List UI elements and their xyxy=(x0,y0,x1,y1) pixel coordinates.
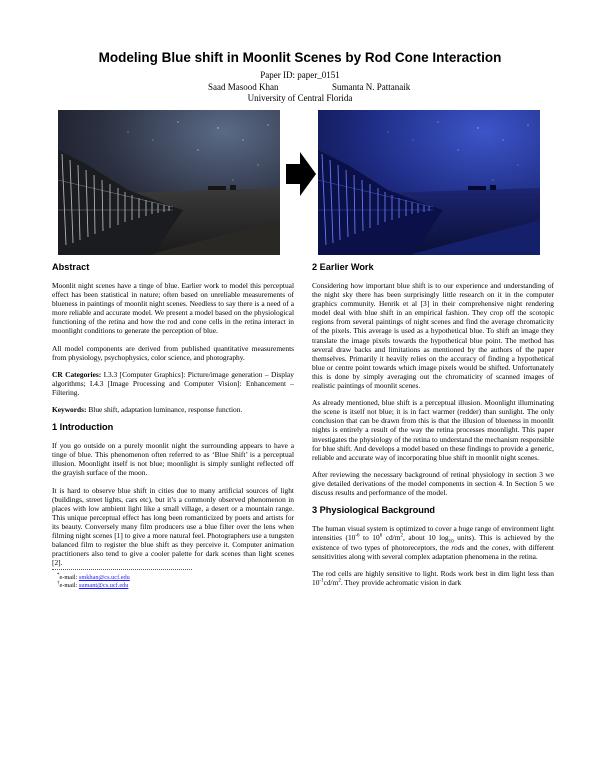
footnote: †e-mail: sumant@cs.ucf.edu xyxy=(57,581,129,590)
keywords xyxy=(52,405,294,414)
right-column xyxy=(312,262,554,595)
blue-shifted-photo xyxy=(318,110,540,255)
abstract-paragraph: Moonlit night scenes have a tinge of blue. Earlier work to model this perceptual effect has been statistical in nature; often based on unreliable measurements of blueness in paintings of moonlit night scenes. Needless to say there is a need of a more reliable and accurate model. We present a model based on the physiological functioning of the retina and how the rod and cone cells in the retina interact in moonlight conditions to generate the perception of blue. xyxy=(52,281,294,336)
abstract-paragraph: All model components are derived from published quantitative measurements from physiology, psychophysics, color science, and photography. xyxy=(52,343,294,362)
earlier-work-paragraph: As already mentioned, blue shift is a perceptual illusion. Moonlight illuminating the scene is itself not blue; it is in fact warmer (redder) than sunlight. The only conclusion that can be drawn from this is that the illusion of blueness in moonlit nights is entirely a result of the way the retina processes moonlight. This paper investigates the physiology of the retina to understand the mechanism responsible for blue shift. And develops a model based on these findings to provide a generic, reliable and accurate way of incorporating blue shift in moonlit night scenes. xyxy=(312,398,554,462)
keywords-text: Blue shift, adaptation luminance, response function. xyxy=(88,405,243,415)
keywords-label: Keywords: xyxy=(52,405,87,415)
earlier-work-paragraph: Considering how important blue shift is to our experience and understanding of the night sky there has been surprisingly little research on it in the computer graphics community. Henrik et al [3] in their comprehensive night rendering model deal with blue shift in an empirical fashion. They crop off the scotopic regions from several paintings of night scenes and find the average chromaticity of the pixels. This average is used as a hypothetical blue. To shift an image they translate the image pixels towards the hypothetical blue point. The method has several draw backs and limitations as mentioned by the authors of the paper themselves. Primarily it heavily relies on the accuracy of finding a hypothetical blue or centre point towards which image pixels would be shifted. Unfortunately this is done by simply averaging out the chromaticity of scanned images of realistic paintings of moonlit scenes. xyxy=(312,281,554,391)
intro-heading: 1 Introduction xyxy=(52,422,114,433)
paper-title: Modeling Blue shift in Moonlit Scenes by Rod Cone Interaction xyxy=(98,50,502,65)
earlier-work-heading: 2 Earlier Work xyxy=(312,262,374,272)
intro-paragraph: It is hard to observe blue shift in cities due to many artificial sources of light (buildings, street lights, cars etc), but it’s a commonly observed phenomenon in places with low ambient light like a small village, a desert or a mountain range. This unique perceptual effect has long been romanticized by poets and artists for its beauty. Conversely many film producers use a blue filter over the lens when filming night scenes [1] to give a more natural feel. Photographers use a tungsten balanced film to register the blue shift as they perceive it. Computer animation practitioners also tend to give a cooler palette for dark scenes than light scenes [2]. xyxy=(52,485,294,568)
left-column xyxy=(52,262,294,590)
paper-id: Paper ID: paper_0151 xyxy=(260,70,340,80)
footnote-rule xyxy=(52,569,192,570)
footnote: *e-mail: smkhan@cs.ucf.edu xyxy=(57,573,130,582)
moonlit-field-photo xyxy=(58,110,280,255)
physiology-heading: 3 Physiological Background xyxy=(312,505,436,516)
physiology-paragraph: The human visual system is optimized to cover a huge range of environment light intensities ($10^{-6}$ to $10^6$ $cd/m^2$, about 10 $\log_{10}$ units). This is achieved by the existence of two types of photoreceptors, the rods and the cones, with different sensitivities along with several complex adaptation phenomena in the retina. xyxy=(312,524,554,561)
earlier-work-paragraph: After reviewing the necessary background of retinal physiology in section 3 we give detailed derivations of the model components in section 4. In Section 5 we discuss results and performance of the model. xyxy=(312,469,554,497)
abstract-heading: Abstract xyxy=(52,262,90,272)
email-link[interactable]: smkhan@cs.ucf.edu xyxy=(78,574,130,582)
cr-categories xyxy=(52,370,294,397)
right-arrow-icon xyxy=(286,152,316,196)
moonlit-field-image xyxy=(58,110,280,255)
affiliation: University of Central Florida xyxy=(247,93,353,103)
author-name: Saad Masood Khan xyxy=(208,82,279,92)
cr-label: CR Categories: xyxy=(52,369,102,379)
intro-paragraph: If you go outside on a purely moonlit night the surrounding appears to have a tinge of blue. This phenomenon often referred to as ‘Blue Shift’ is a perceptual illusion. Moonlight itself is not blue; moonlight is simply sunlight reflected off the grayish surface of the moon. xyxy=(52,441,294,478)
physiology-paragraph: The rod cells are highly sensitive to light. Rods work best in dim light less than $10^{-1}cd/m^2$. They provide achromatic vision in dark xyxy=(312,568,554,587)
blue-shifted-image xyxy=(318,110,540,255)
author-name: Sumanta N. Pattanaik xyxy=(332,82,411,92)
cr-text: I.3.3 [Computer Graphics]: Picture/image generation – Display algorithms; I.4.3 [Image Processing and Computer Vision]: Enhancement – Filtering. xyxy=(52,369,294,397)
email-link[interactable]: sumant@cs.ucf.edu xyxy=(78,582,129,590)
